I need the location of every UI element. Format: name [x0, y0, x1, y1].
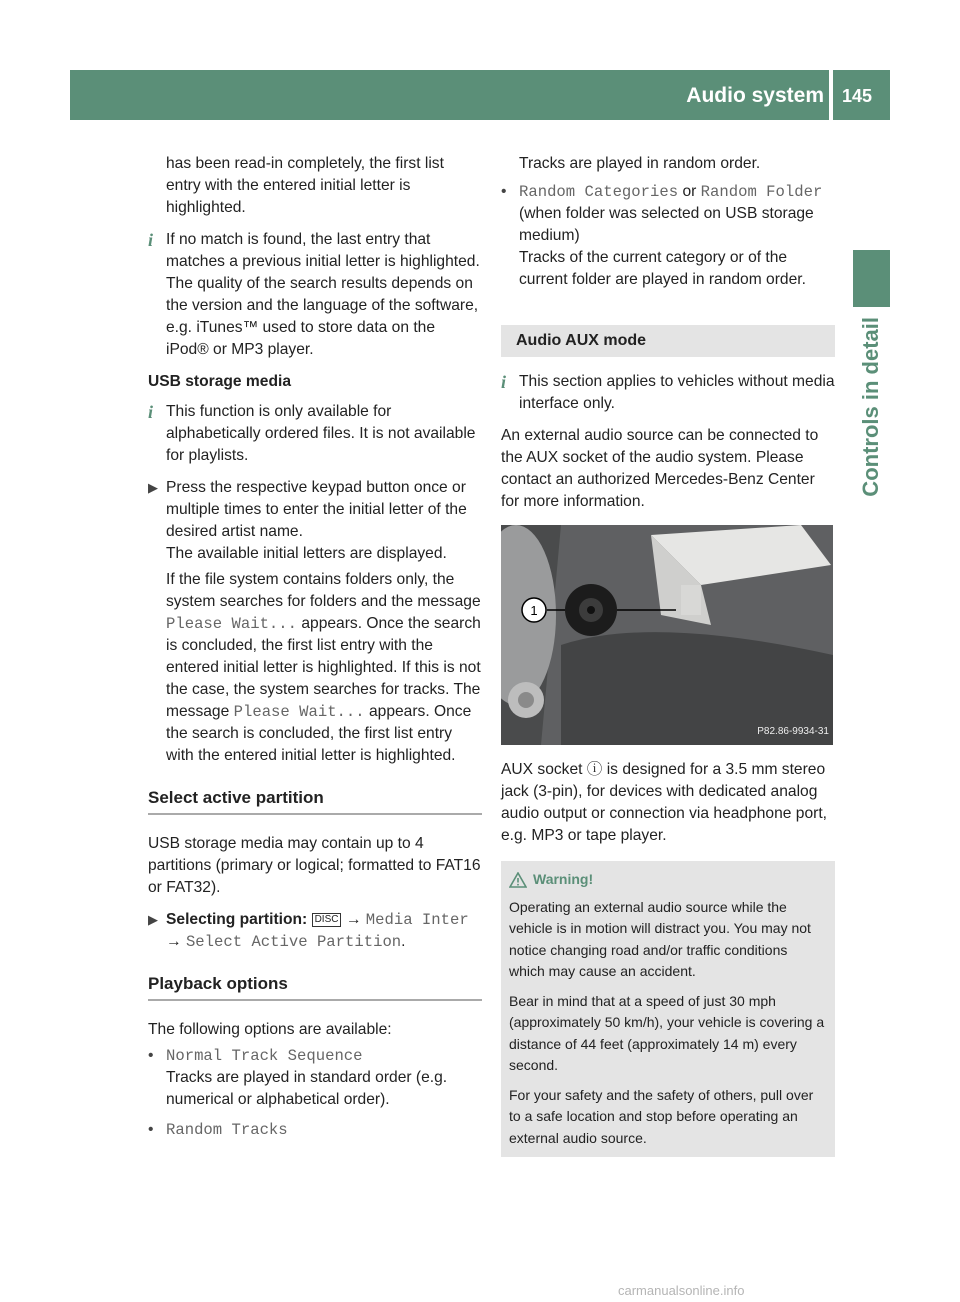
photo-code: P82.86-9934-31 [757, 726, 829, 737]
section-title: Audio system [686, 84, 824, 107]
section-heading: Playback options [148, 973, 482, 1001]
subheading: USB storage media [148, 373, 291, 390]
step-text: Selecting partition: DISC → Media Inter → Select Active Partition. [166, 911, 469, 951]
aux-socket-photo [501, 525, 833, 745]
step-text: Press the respective keypad button once or multiple times to enter the initial letter of the desired artist name. [166, 479, 467, 540]
info-text: This function is only available for alphabetically ordered files. It is not available for playlists. [166, 403, 476, 464]
bullet-icon: • [148, 1121, 154, 1138]
list-item: • Random Categories or Random Folder (when folder was selected on USB storage medium) Tracks of the current category or of the current folder are played in random order. [501, 181, 835, 291]
bullet-icon: • [148, 1047, 154, 1064]
info-text: If no match is found, the last entry that matches a previous initial letter is highlighted. [166, 231, 480, 270]
info-icon: i [148, 230, 154, 250]
right-column [501, 153, 835, 1157]
disc-key-icon: DISC [312, 913, 342, 927]
info-text: This section applies to vehicles without media interface only. [519, 373, 835, 412]
display-message: Please Wait... [166, 615, 298, 633]
instruction-step [148, 909, 482, 953]
intro-text: has been read-in completely, the first list entry with the entered initial letter is highlighted. [166, 155, 444, 216]
left-column [148, 153, 482, 1151]
warning-box [501, 861, 835, 1157]
callout-number: 1 [530, 603, 538, 618]
warning-text: Operating an external audio source while the vehicle is in motion will distract you. You may not notice changing road and/or traffic conditions which may cause an accident. [509, 898, 811, 979]
side-tab [856, 317, 886, 657]
header-separator [829, 70, 833, 120]
step-text: If the file system contains folders only, the system searches for folders and the message Please Wait... appears. Once the search is concluded, the first list entry with the entered initial letter is highlighted. If this is not the case, the system searches for tracks. The message Please Wait... appears. Once the search is concluded, the first list entry with the entered initial letter is highlighted. [166, 571, 481, 764]
list-item-text: Tracks are played in random order. [519, 155, 761, 172]
warning-icon [509, 872, 527, 888]
section-heading: Select active partition [148, 787, 482, 815]
section-heading: Audio AUX mode [501, 325, 835, 357]
info-note [148, 401, 482, 467]
warning-title: Warning! [509, 869, 827, 891]
list-item: • Normal Track Sequence Tracks are played in standard order (e.g. numerical or alphabetical order). [148, 1045, 482, 1111]
info-icon: i [148, 402, 154, 422]
body-text: An external audio source can be connected to the AUX socket of the audio system. Please contact an authorized Mercedes-Benz Center for more information. [501, 427, 819, 510]
display-message: Please Wait... [233, 703, 365, 721]
step-arrow-icon: ▶ [148, 912, 158, 927]
side-tab-marker [853, 250, 890, 307]
step-arrow-icon: ▶ [148, 480, 158, 495]
info-text: The quality of the search results depends on the version and the language of the software, e.g. iTunes™ used to store data on the iPod® or MP3 player. [166, 275, 479, 358]
side-tab-label: Controls in detail [858, 317, 883, 497]
bullet-icon: • [501, 183, 507, 200]
body-text: AUX socket ⓘ is designed for a 3.5 mm stereo jack (3-pin), for devices with dedicated analog audio output or connection via headphone port, e.g. MP3 or tape player. [501, 761, 827, 844]
list-item: • Random Tracks [148, 1121, 288, 1139]
step-text: The available initial letters are displayed. [166, 545, 447, 562]
footer-watermark: carmanualsonline.info [618, 1283, 745, 1298]
warning-text: For your safety and the safety of others, pull over to a safe location and stop before operating an external audio source. [509, 1086, 814, 1146]
warning-text: Bear in mind that at a speed of just 30 mph (approximately 50 km/h), your vehicle is covering a distance of 44 feet (approximately 14 m) every second. [509, 992, 825, 1073]
body-text: The following options are available: [148, 1021, 392, 1038]
dashboard-illustration [501, 525, 833, 745]
body-text: USB storage media may contain up to 4 partitions (primary or logical; formatted to FAT16 or FAT32). [148, 835, 481, 896]
info-note [148, 229, 482, 361]
info-icon: i [501, 372, 507, 392]
instruction-step [148, 477, 482, 767]
info-note [501, 371, 835, 415]
page-number: 145 [842, 86, 873, 106]
